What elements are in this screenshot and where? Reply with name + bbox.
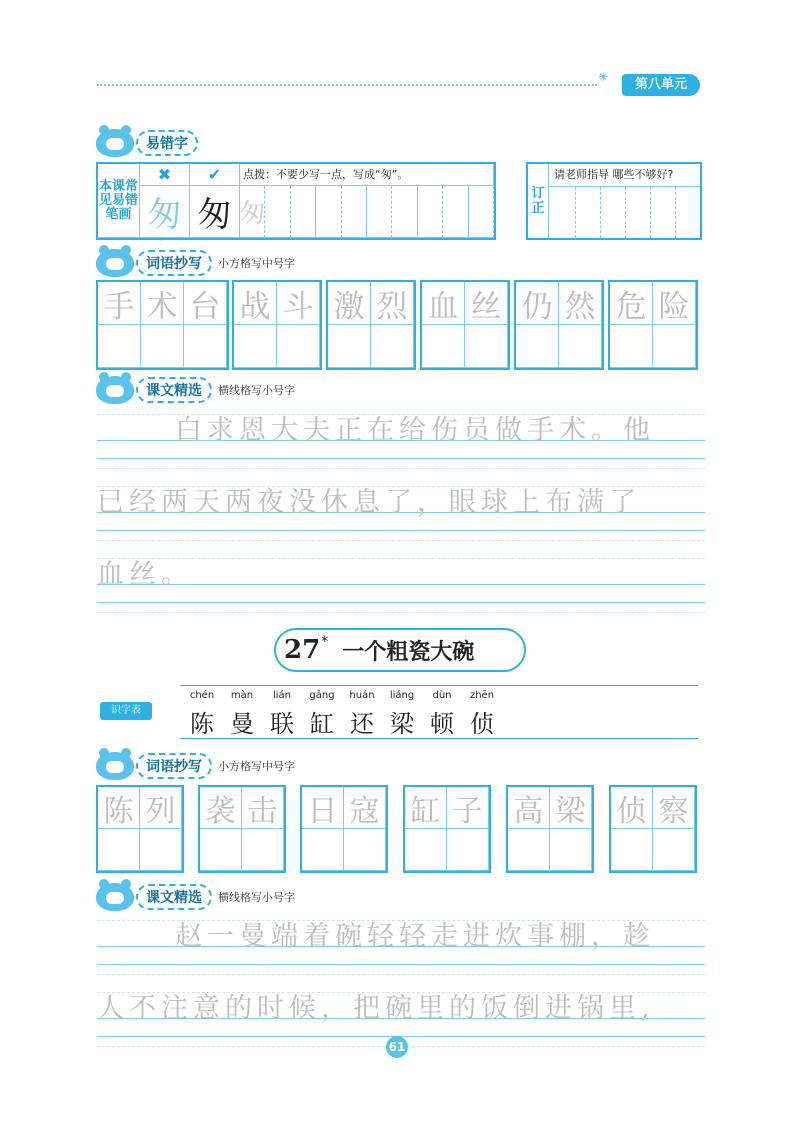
section2-hint: 横线格写小号字 xyxy=(218,384,295,397)
practice-cell[interactable] xyxy=(443,186,468,238)
hanzi: 陈 xyxy=(190,710,214,738)
writing-line[interactable] xyxy=(97,406,705,478)
pinyin: zhēn xyxy=(469,690,495,701)
practice-cell[interactable] xyxy=(516,325,559,368)
section4-header xyxy=(96,882,295,912)
sample-char: 击 xyxy=(242,787,284,829)
practice-cell[interactable] xyxy=(559,325,602,368)
hanzi: 曼 xyxy=(230,710,254,738)
word-group xyxy=(609,785,697,873)
excerpt-lines-1 xyxy=(97,406,705,622)
sample-char: 然 xyxy=(559,282,602,325)
excerpt-lines-2 xyxy=(97,912,705,1056)
sample-char: 察 xyxy=(653,787,695,829)
correction-label: 订正 xyxy=(528,164,549,238)
literacy-top-line xyxy=(180,685,698,686)
literacy-chars xyxy=(185,690,499,739)
sample-char: 险 xyxy=(653,282,696,325)
sample-char: 烈 xyxy=(371,282,414,325)
lesson-title: 一个粗瓷大碗 xyxy=(342,639,475,665)
sample-char: 袭 xyxy=(200,787,242,829)
sample-char: 列 xyxy=(140,787,182,829)
sample-char: 台 xyxy=(184,282,227,325)
practice-cell[interactable] xyxy=(242,829,284,871)
right-mark-icon: ✔ xyxy=(190,164,240,186)
word-group xyxy=(232,280,322,370)
word-group xyxy=(420,280,510,370)
word-group xyxy=(403,785,491,873)
sample-char: 陈 xyxy=(98,787,140,829)
mistake-table xyxy=(96,162,496,240)
literacy-char xyxy=(265,690,299,739)
sample-char: 日 xyxy=(302,787,344,829)
word-group xyxy=(514,280,604,370)
sample-char: 侦 xyxy=(611,787,653,829)
practice-cell[interactable] xyxy=(653,325,696,368)
writing-line[interactable] xyxy=(97,550,705,622)
practice-cell[interactable] xyxy=(265,186,290,238)
header-dotted-line xyxy=(97,84,597,86)
practice-cell[interactable] xyxy=(344,829,386,871)
section1-hint: 小方格写中号字 xyxy=(218,257,295,270)
section1-header xyxy=(96,248,295,278)
right-char: 匆 xyxy=(190,186,240,238)
word-group xyxy=(96,785,184,873)
section1-title: 词语抄写 xyxy=(136,250,212,276)
lesson-number: 27 xyxy=(284,635,321,665)
correction-cell[interactable] xyxy=(550,187,576,238)
section4-hint: 横线格写小号字 xyxy=(218,891,295,904)
word-group xyxy=(198,785,286,873)
excerpt-text: 赵一曼端着碗轻轻走进炊事棚，趁 xyxy=(175,921,655,952)
practice-cell[interactable] xyxy=(98,325,141,368)
practice-cell[interactable] xyxy=(291,186,316,238)
pinyin: huán xyxy=(349,690,375,701)
sample-char: 血 xyxy=(422,282,465,325)
word-group xyxy=(300,785,388,873)
wrong-char: 匆 xyxy=(140,186,190,238)
section3-header xyxy=(96,751,295,781)
sample-char: 危 xyxy=(610,282,653,325)
practice-cell[interactable] xyxy=(465,325,508,368)
practice-cell[interactable] xyxy=(316,186,341,238)
literacy-char xyxy=(465,690,499,739)
practice-cell[interactable] xyxy=(418,186,443,238)
cat-mascot-icon xyxy=(96,752,134,780)
pinyin: dùn xyxy=(432,690,452,701)
word-group xyxy=(506,785,594,873)
practice-cell[interactable] xyxy=(610,325,653,368)
practice-cell[interactable] xyxy=(140,829,182,871)
correction-box xyxy=(526,162,702,240)
mistake-row-label: 本课常见易错笔画 xyxy=(98,164,140,238)
star-icon: ✳ xyxy=(598,70,609,84)
correction-cell[interactable] xyxy=(575,187,601,238)
excerpt-text: 血丝。 xyxy=(97,559,193,590)
section3-hint: 小方格写中号字 xyxy=(218,760,295,773)
sample-char: 丝 xyxy=(465,282,508,325)
hanzi: 联 xyxy=(270,710,294,738)
literacy-tag: 识字表 xyxy=(100,702,152,720)
wrong-mark-icon: ✖ xyxy=(140,164,190,186)
literacy-char xyxy=(185,690,219,739)
page-number: 61 xyxy=(386,1036,408,1058)
pinyin: gāng xyxy=(309,690,335,701)
writing-line[interactable] xyxy=(97,478,705,550)
pinyin: chén xyxy=(189,690,215,701)
practice-cell[interactable] xyxy=(422,325,465,368)
practice-cell[interactable] xyxy=(302,829,344,871)
practice-cell[interactable] xyxy=(184,325,227,368)
practice-cell[interactable] xyxy=(234,325,277,368)
section2-header xyxy=(96,375,295,405)
hanzi: 还 xyxy=(350,710,374,738)
pinyin: màn xyxy=(230,690,254,701)
literacy-char xyxy=(345,690,379,739)
section3-title: 词语抄写 xyxy=(136,753,212,779)
word-group xyxy=(608,280,698,370)
mistake-tip: 点拨：不要少写一点，写成“匆”。 xyxy=(240,164,494,186)
practice-cell[interactable] xyxy=(392,186,417,238)
hanzi: 梁 xyxy=(390,710,414,738)
practice-cell[interactable] xyxy=(550,829,592,871)
practice-cell[interactable] xyxy=(447,829,489,871)
practice-cell[interactable] xyxy=(141,325,184,368)
sample-char: 缸 xyxy=(405,787,447,829)
correction-cell[interactable] xyxy=(650,187,676,238)
sample-char: 术 xyxy=(141,282,184,325)
panda-mascot-icon xyxy=(96,883,134,911)
practice-cell[interactable] xyxy=(277,325,320,368)
correction-cell[interactable] xyxy=(600,187,626,238)
word-group xyxy=(326,280,416,370)
practice-cell[interactable] xyxy=(98,829,140,871)
hanzi: 缸 xyxy=(310,710,334,738)
sample-char: 子 xyxy=(447,787,489,829)
pig-mascot-icon xyxy=(96,129,134,157)
pinyin: lián xyxy=(272,690,292,701)
lesson-title-banner xyxy=(274,628,526,672)
practice-cell[interactable] xyxy=(367,186,392,238)
sample-char: 斗 xyxy=(277,282,320,325)
practice-cell[interactable] xyxy=(200,829,242,871)
sample-char: 激 xyxy=(328,282,371,325)
hanzi: 侦 xyxy=(470,710,494,738)
mistakes-header xyxy=(96,128,198,158)
sample-char: 仍 xyxy=(516,282,559,325)
lesson-star: * xyxy=(321,634,329,650)
writing-line[interactable] xyxy=(97,912,705,984)
practice-cell[interactable] xyxy=(469,186,494,238)
pinyin: liáng xyxy=(389,690,415,701)
literacy-char xyxy=(225,690,259,739)
sample-char: 高 xyxy=(508,787,550,829)
correction-cell[interactable] xyxy=(625,187,651,238)
mistakes-title: 易错字 xyxy=(136,130,198,156)
cat-mascot-icon xyxy=(96,249,134,277)
panda-mascot-icon xyxy=(96,376,134,404)
hanzi: 顿 xyxy=(430,710,454,738)
word-group xyxy=(96,280,229,370)
sample-char: 梁 xyxy=(550,787,592,829)
sample-char: 战 xyxy=(234,282,277,325)
correction-tip: 请老师指导 哪些不够好? xyxy=(550,164,700,187)
practice-cell[interactable] xyxy=(405,829,447,871)
section4-title: 课文精选 xyxy=(136,884,212,910)
sample-char: 手 xyxy=(98,282,141,325)
practice-cell[interactable] xyxy=(371,325,414,368)
practice-cell[interactable] xyxy=(342,186,367,238)
practice-cell[interactable] xyxy=(508,829,550,871)
excerpt-text: 人不注意的时候，把碗里的饭倒进锅里, xyxy=(97,993,655,1024)
literacy-char xyxy=(425,690,459,739)
trace-char: 匆 xyxy=(240,186,265,238)
practice-cell[interactable] xyxy=(611,829,653,871)
practice-cell[interactable] xyxy=(653,829,695,871)
unit-tag: 第八单元 xyxy=(622,74,700,96)
literacy-char xyxy=(385,690,419,739)
sample-char: 寇 xyxy=(344,787,386,829)
practice-cell[interactable] xyxy=(328,325,371,368)
excerpt-text: 已经两天两夜没休息了，眼球上布满了 xyxy=(97,487,641,518)
section2-title: 课文精选 xyxy=(136,377,212,403)
excerpt-text: 白求恩大夫正在给伤员做手术。他 xyxy=(175,415,655,446)
literacy-char xyxy=(305,690,339,739)
